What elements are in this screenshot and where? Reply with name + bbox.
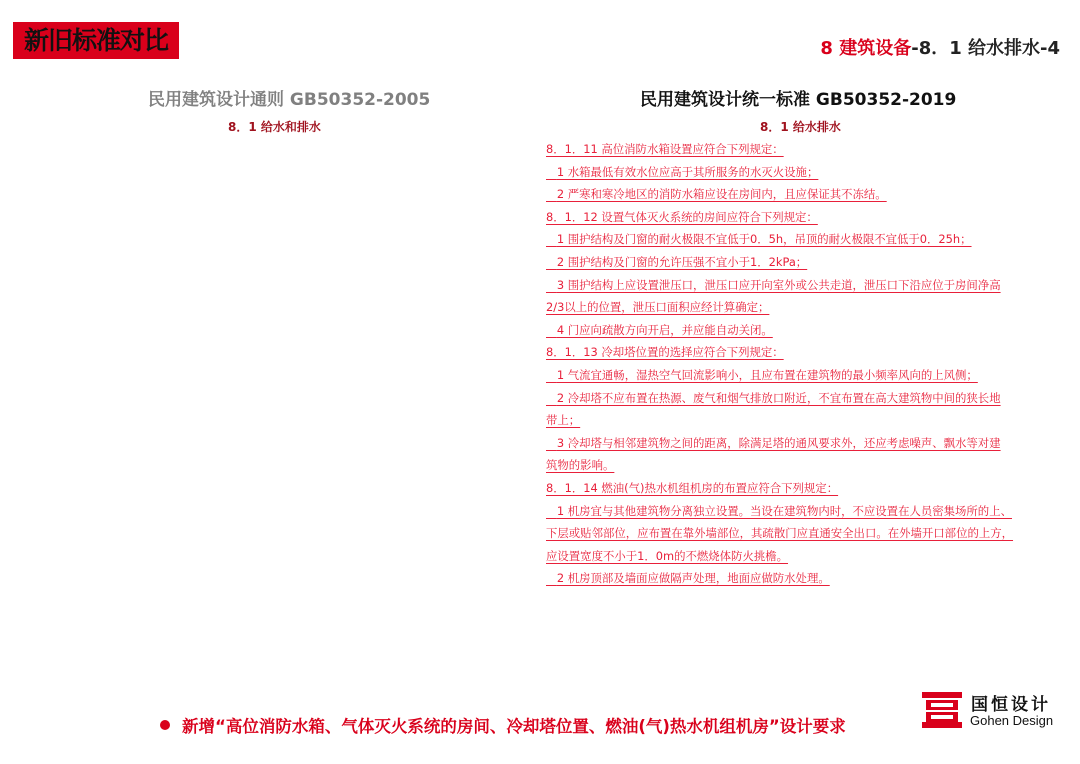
- clause-line: [546, 454, 1066, 477]
- clause-line: [546, 522, 1066, 545]
- clause-line-text: 1 水箱最低有效水位应高于其所服务的水灭火设施；: [556, 164, 819, 179]
- clause-line: [546, 206, 1066, 229]
- clause-line: [546, 341, 1066, 364]
- clause-line-text: 2 机房顶部及墙面应做隔声处理，地面应做防水处理。: [556, 571, 830, 586]
- clause-line: [546, 545, 1066, 568]
- clause-line: [546, 161, 1066, 184]
- clause-line-text: 带上；: [546, 413, 581, 428]
- clause-line: [546, 251, 1066, 274]
- summary-note: [160, 713, 846, 737]
- clause-line: [546, 296, 1066, 319]
- clause-line: [546, 387, 1066, 410]
- clause-line-text: 1 气流宜通畅，湿热空气回流影响小，且应布置在建筑物的最小频率风向的上风侧；: [556, 367, 978, 382]
- clause-line-text: 8．1．12 设置气体灭火系统的房间应符合下列规定：: [546, 209, 818, 224]
- clause-line-text: 4 门应向疏散方向开启，并应能自动关闭。: [556, 322, 773, 337]
- old-standard-subtitle: 8．1 给水和排水: [228, 120, 321, 134]
- logo-name-cn: 国恒设计: [971, 695, 1051, 715]
- clause-line: [546, 364, 1066, 387]
- new-standard-title: 民用建筑设计统一标准 GB50352-2019: [640, 90, 957, 110]
- bullet-icon: [160, 720, 170, 730]
- gohen-logo-icon: [922, 692, 962, 728]
- clause-line: [546, 138, 1066, 161]
- clause-line-text: 3 围护结构上应设置泄压口，泄压口应开向室外或公共走道，泄压口下沿应位于房间净高: [556, 277, 1001, 292]
- clause-line: [546, 183, 1066, 206]
- section-header: [820, 34, 1060, 60]
- clause-line: [546, 477, 1066, 500]
- new-standard-clauses: [546, 138, 1066, 590]
- page-badge-title: 新旧标准对比: [13, 22, 179, 59]
- logo-name-en: Gohen Design: [970, 713, 1054, 728]
- clause-line-text: 8．1．11 高位消防水箱设置应符合下列规定：: [546, 142, 784, 156]
- clause-line-text: 筑物的影响。: [546, 458, 615, 473]
- clause-line-text: 1 围护结构及门窗的耐火极限不宜低于0．5h，吊顶的耐火极限不宜低于0．25h；: [556, 232, 972, 247]
- clause-line: [546, 432, 1066, 455]
- clause-line-text: 应设置宽度不小于1．0m的不燃烧体防火挑檐。: [546, 548, 789, 563]
- clause-line: [546, 409, 1066, 432]
- clause-line-text: 3 冷却塔与相邻建筑物之间的距离，除满足塔的通风要求外，还应考虑噪声、飘水等对建: [556, 435, 1001, 450]
- clause-line: [546, 274, 1066, 297]
- old-standard-title: 民用建筑设计通则 GB50352-2005: [148, 90, 431, 110]
- clause-line-text: 2/3以上的位置，泄压口面积应经计算确定；: [546, 300, 770, 315]
- clause-line: [546, 567, 1066, 590]
- clause-line-text: 8．1．13 冷却塔位置的选择应符合下列规定：: [546, 345, 784, 360]
- clause-line: [546, 319, 1066, 342]
- clause-line-text: 2 冷却塔不应布置在热源、废气和烟气排放口附近，不宜布置在高大建筑物中间的狭长地: [556, 390, 1001, 405]
- clause-line: [546, 500, 1066, 523]
- new-standard-subtitle: 8．1 给水排水: [760, 120, 841, 134]
- clause-line-text: 1 机房宜与其他建筑物分离独立设置。当设在建筑物内时，不应设置在人员密集场所的上、: [556, 503, 1012, 518]
- section-chapter: 8 建筑设备: [820, 38, 912, 59]
- clause-line-text: 2 围护结构及门窗的允许压强不宜小于1．2kPa；: [556, 254, 808, 269]
- clause-line: [546, 228, 1066, 251]
- clause-line-text: 下层或贴邻部位，应布置在靠外墙部位，其疏散门应直通安全出口。在外墙开口部位的上方，: [546, 526, 1014, 541]
- summary-note-text: 新增“高位消防水箱、气体灭火系统的房间、冷却塔位置、燃油(气)热水机组机房”设计要求: [182, 717, 846, 736]
- section-subsection: -8．1 给水排水-4: [911, 38, 1060, 59]
- clause-line-text: 2 严寒和寒冷地区的消防水箱应设在房间内，且应保证其不冻结。: [556, 187, 887, 202]
- clause-line-text: 8．1．14 燃油(气)热水机组机房的布置应符合下列规定：: [546, 480, 839, 495]
